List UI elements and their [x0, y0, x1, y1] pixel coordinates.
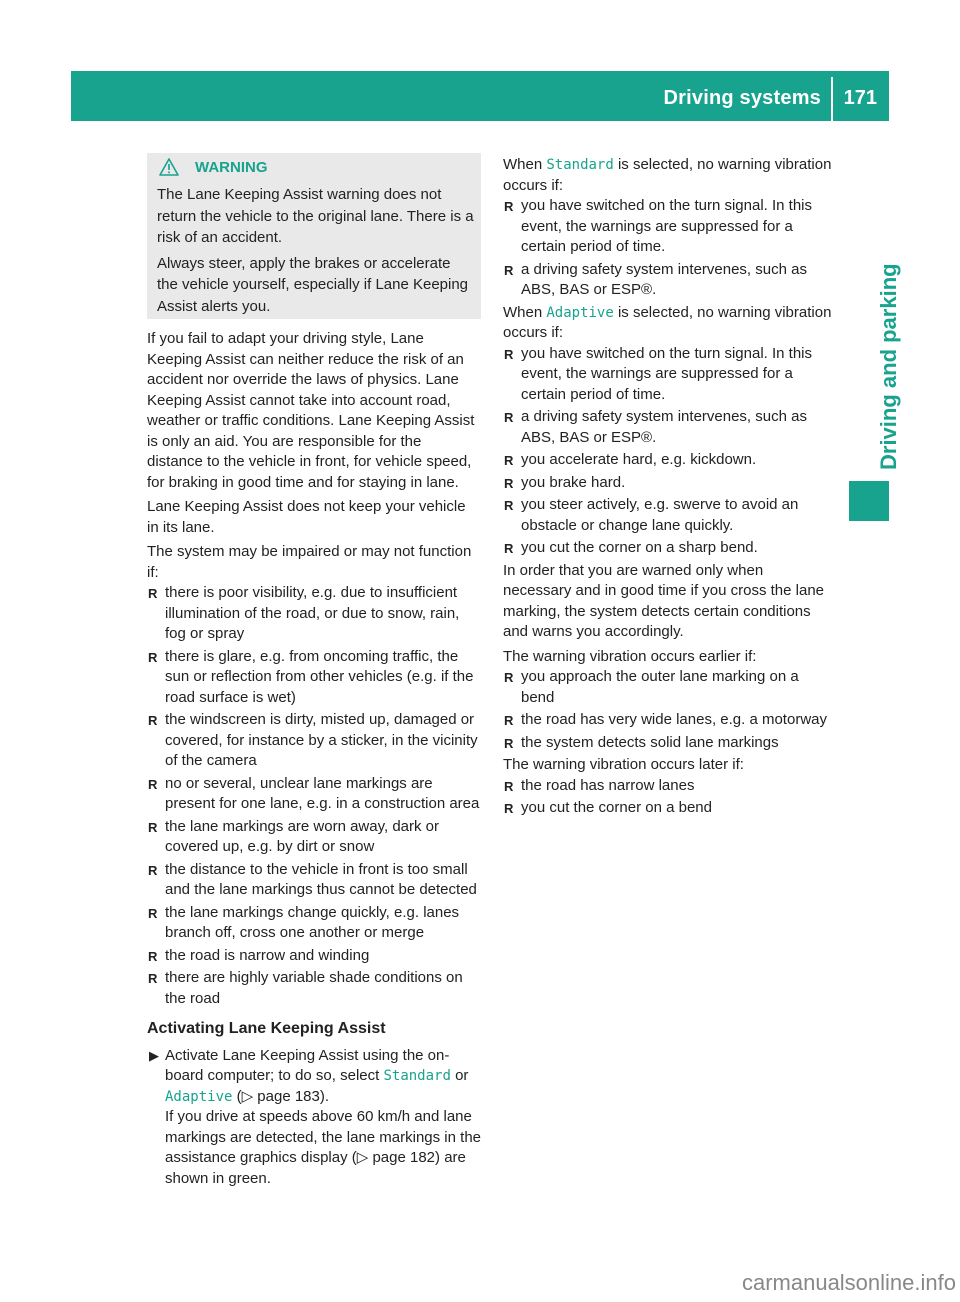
watermark: carmanualsonline.info [741, 1270, 956, 1295]
list-item: R you brake hard. [503, 473, 835, 494]
header-divider [831, 77, 833, 121]
order-paragraph: In order that you are warned only when necessary and in good time if you cross the lane marking, the system detects certain conditions and warns you accordingly. [503, 561, 825, 640]
list-item: R you accelerate hard, e.g. kickdown. [503, 450, 835, 471]
list-item: R the lane markings are worn away, dark or covered up, e.g. by dirt or snow [147, 817, 481, 858]
list-item: R you have switched on the turn signal. In this event, the warnings are suppressed for a certain period of time. [503, 196, 835, 258]
list-item: R a driving safety system intervenes, such as ABS, BAS or ESP®. [503, 407, 835, 448]
option-standard: Standard [546, 157, 614, 173]
lane-paragraph: Lane Keeping Assist does not keep your vehicle in its lane. [147, 498, 466, 536]
warning-body [157, 184, 475, 321]
intro-paragraph: If you fail to adapt your driving style, Lane Keeping Assist can neither reduce the risk of an accident nor override the laws of physics. Lane Keeping Assist cannot take into account road, weather or traffic conditions. Lane Keeping Assist is only an aid. You are responsible for the distance to the vehicle in front, for vehicle speed, for braking in good time and for staying in lane. [147, 330, 475, 491]
side-tab-label: Driving and parking [876, 263, 901, 470]
list-item: R you have switched on the turn signal. In this event, the warnings are suppressed for a certain period of time. [503, 344, 835, 406]
impaired-list [147, 583, 481, 1009]
warning-heading [159, 158, 268, 176]
list-item: R there is poor visibility, e.g. due to insufficient illumination of the road, or due to snow, rain, fog or spray [147, 583, 481, 645]
warning-triangle-icon [159, 158, 179, 176]
section-title: Driving systems [663, 87, 821, 109]
header-bar [71, 71, 889, 121]
list-item: R you steer actively, e.g. swerve to avoid an obstacle or change lane quickly. [503, 495, 835, 536]
list-item: R you approach the outer lane marking on a bend [503, 667, 835, 708]
later-list [503, 776, 835, 819]
list-item: R the distance to the vehicle in front is too small and the lane markings thus cannot be detected [147, 860, 481, 901]
option-adaptive: Adaptive [546, 304, 614, 321]
section-heading: Activating Lane Keeping Assist [147, 1020, 386, 1037]
page-reference[interactable]: (▷ page 182) [351, 1149, 441, 1166]
list-item: R no or several, unclear lane markings are present for one lane, e.g. in a construction area [147, 774, 481, 815]
list-item: R you cut the corner on a sharp bend. [503, 538, 835, 559]
left-column [147, 329, 481, 1189]
list-item: R the system detects solid lane markings [503, 733, 835, 754]
warning-box [147, 153, 481, 319]
adaptive-list [503, 344, 835, 559]
list-item: R the lane markings change quickly, e.g. lanes branch off, cross one another or merge [147, 903, 481, 944]
list-item: R there is glare, e.g. from oncoming traffic, the sun or reflection from other vehicles (e.g. if the road surface is wet) [147, 647, 481, 709]
list-item: R you cut the corner on a bend [503, 798, 835, 819]
list-item: R a driving safety system intervenes, such as ABS, BAS or ESP®. [503, 260, 835, 301]
list-item: R the road has very wide lanes, e.g. a motorway [503, 710, 835, 731]
list-item: R there are highly variable shade conditions on the road [147, 968, 481, 1009]
warning-label: WARNING [195, 158, 268, 176]
list-item: R the road has narrow lanes [503, 776, 835, 797]
list-item: R the road is narrow and winding [147, 946, 481, 967]
page-reference[interactable]: (▷ page 183). [236, 1087, 330, 1105]
option-standard: Standard [383, 1068, 451, 1084]
warning-paragraph: Always steer, apply the brakes or accelerate the vehicle yourself, especially if Lane Keeping Assist alerts you. [157, 254, 469, 315]
right-column [503, 155, 835, 821]
adaptive-intro: When Adaptive is selected, no warning vibration occurs if: [503, 303, 832, 341]
standard-intro: When Standard is selected, no warning vibration occurs if: [503, 156, 832, 194]
warning-paragraph: The Lane Keeping Assist warning does not return the vehicle to the original lane. There is a risk of an accident. [157, 186, 474, 246]
standard-list [503, 196, 835, 301]
list-item: R the windscreen is dirty, misted up, damaged or covered, for instance by a sticker, in the vicinity of the camera [147, 710, 481, 772]
option-adaptive: Adaptive [165, 1088, 233, 1105]
impaired-intro: The system may be impaired or may not function if: [147, 543, 472, 581]
earlier-intro: The warning vibration occurs earlier if: [503, 647, 757, 665]
action-step: ▶ Activate Lane Keeping Assist using the on-board computer; to do so, select Standard or Adaptive (▷ page 183). If you drive at speeds above 60 km/h and lane markings are detected, the lane markings in the assistance graphics display (▷ page 182) are shown in green. [149, 1046, 482, 1187]
later-intro: The warning vibration occurs later if: [503, 756, 744, 773]
page-number: 171 [843, 87, 877, 109]
earlier-list [503, 667, 835, 753]
side-tab-marker [849, 481, 889, 521]
arrow-icon: ▶ [149, 1047, 159, 1063]
